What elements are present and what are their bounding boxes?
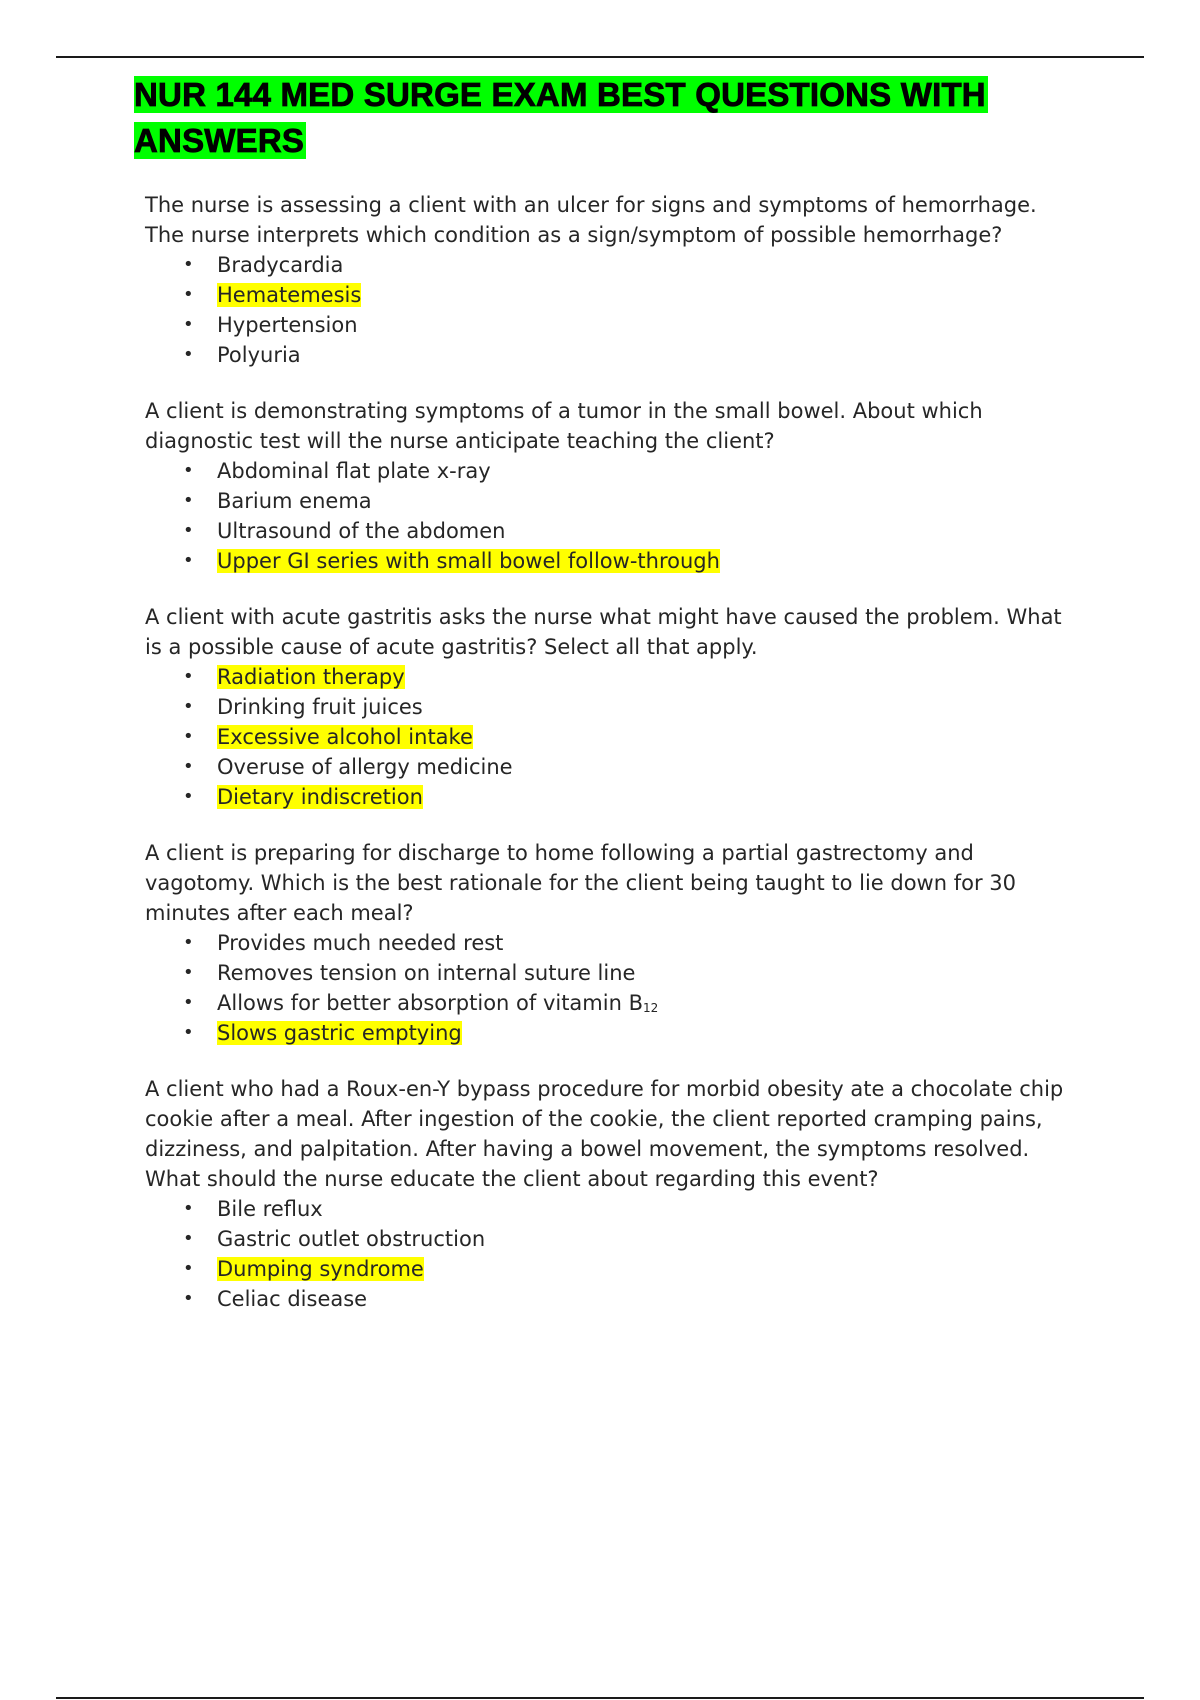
answer-option bbox=[145, 456, 1080, 486]
correct-answer-text bbox=[217, 1257, 424, 1281]
answer-option bbox=[145, 546, 1080, 576]
answer-label: Bradycardia bbox=[217, 253, 344, 277]
bullet-icon: • bbox=[183, 550, 194, 571]
answer-text bbox=[217, 991, 658, 1015]
bullet-icon: • bbox=[183, 1198, 194, 1219]
bullet-icon: • bbox=[183, 666, 194, 687]
question-block bbox=[145, 602, 1080, 812]
answer-option bbox=[145, 752, 1080, 782]
answer-options bbox=[145, 928, 1080, 1048]
answer-text bbox=[217, 343, 301, 367]
answer-option bbox=[145, 280, 1080, 310]
answer-option bbox=[145, 340, 1080, 370]
bullet-icon: • bbox=[183, 520, 194, 541]
question-block bbox=[145, 190, 1080, 370]
answer-option bbox=[145, 988, 1080, 1018]
answer-text bbox=[217, 1197, 323, 1221]
correct-answer-text bbox=[217, 725, 473, 749]
answer-text bbox=[217, 313, 358, 337]
answer-text bbox=[217, 755, 513, 779]
correct-answer-text bbox=[217, 1021, 462, 1045]
answer-option bbox=[145, 310, 1080, 340]
answer-option bbox=[145, 516, 1080, 546]
question-stem: A client who had a Roux-en-Y bypass procedure for morbid obesity ate a chocolate chip cookie after a meal. After ingestion of the cookie, the client reported cramping pains, dizziness, and palpitation. After having a bowel movement, the symptoms resolved. What should the nurse educate the client about regarding this event? bbox=[145, 1077, 1064, 1191]
answer-label: Barium enema bbox=[217, 489, 372, 513]
subscript: 12 bbox=[643, 1001, 659, 1015]
bullet-icon: • bbox=[183, 756, 194, 777]
question-stem: The nurse is assessing a client with an ulcer for signs and symptoms of hemorrhage. The nurse interprets which condition as a sign/symptom of possible hemorrhage? bbox=[145, 193, 1037, 247]
correct-answer-text bbox=[217, 283, 361, 307]
answer-option bbox=[145, 928, 1080, 958]
bullet-icon: • bbox=[183, 344, 194, 365]
answer-label: Provides much needed rest bbox=[217, 931, 504, 955]
answer-label: Excessive alcohol intake bbox=[217, 725, 473, 749]
bullet-icon: • bbox=[183, 726, 194, 747]
answer-options bbox=[145, 662, 1080, 812]
page-title bbox=[134, 72, 1074, 164]
answer-label: Drinking fruit juices bbox=[217, 695, 423, 719]
answer-text bbox=[217, 695, 423, 719]
question-block bbox=[145, 396, 1080, 576]
answer-label: Overuse of allergy medicine bbox=[217, 755, 513, 779]
question-stem: A client is preparing for discharge to home following a partial gastrectomy and vagotomy. Which is the best rationale for the client being taught to lie down for 30 minutes after each meal? bbox=[145, 841, 1016, 925]
answer-text bbox=[217, 1227, 485, 1251]
answer-label: Hypertension bbox=[217, 313, 358, 337]
question-stem: A client is demonstrating symptoms of a tumor in the small bowel. About which diagnostic test will the nurse anticipate teaching the client? bbox=[145, 399, 983, 453]
bullet-icon: • bbox=[183, 490, 194, 511]
answer-label: Allows for better absorption of vitamin B bbox=[217, 991, 643, 1015]
answer-options bbox=[145, 250, 1080, 370]
answer-label: Dumping syndrome bbox=[217, 1257, 424, 1281]
bullet-icon: • bbox=[183, 460, 194, 481]
answer-label: Removes tension on internal suture line bbox=[217, 961, 636, 985]
page-title-text: NUR 144 MED SURGE EXAM BEST QUESTIONS WITH ANSWERS bbox=[134, 76, 986, 159]
answer-option bbox=[145, 662, 1080, 692]
answer-option bbox=[145, 486, 1080, 516]
bullet-icon: • bbox=[183, 786, 194, 807]
answer-label: Slows gastric emptying bbox=[217, 1021, 462, 1045]
answer-option bbox=[145, 782, 1080, 812]
correct-answer-text bbox=[217, 549, 720, 573]
answer-option bbox=[145, 1018, 1080, 1048]
answer-label: Radiation therapy bbox=[217, 665, 405, 689]
answer-text bbox=[217, 253, 343, 277]
bullet-icon: • bbox=[183, 696, 194, 717]
answer-label: Gastric outlet obstruction bbox=[217, 1227, 486, 1251]
top-rule bbox=[56, 56, 1144, 58]
bullet-icon: • bbox=[183, 1258, 194, 1279]
bottom-rule bbox=[56, 1697, 1144, 1699]
answer-options bbox=[145, 456, 1080, 576]
bullet-icon: • bbox=[183, 992, 194, 1013]
answer-label: Upper GI series with small bowel follow-through bbox=[217, 549, 720, 573]
answer-text bbox=[217, 1287, 367, 1311]
answer-label: Polyuria bbox=[217, 343, 301, 367]
bullet-icon: • bbox=[183, 1228, 194, 1249]
bullet-icon: • bbox=[183, 284, 194, 305]
answer-text bbox=[217, 931, 503, 955]
answer-text bbox=[217, 519, 505, 543]
bullet-icon: • bbox=[183, 314, 194, 335]
answer-label: Celiac disease bbox=[217, 1287, 368, 1311]
question-block bbox=[145, 1074, 1080, 1314]
answer-text bbox=[217, 489, 372, 513]
answer-label: Abdominal flat plate x-ray bbox=[217, 459, 491, 483]
answer-label: Bile reflux bbox=[217, 1197, 323, 1221]
answer-label: Ultrasound of the abdomen bbox=[217, 519, 506, 543]
bullet-icon: • bbox=[183, 962, 194, 983]
question-block bbox=[145, 838, 1080, 1048]
answer-option bbox=[145, 722, 1080, 752]
answer-option bbox=[145, 1194, 1080, 1224]
answer-option bbox=[145, 958, 1080, 988]
answer-label: Hematemesis bbox=[217, 283, 362, 307]
bullet-icon: • bbox=[183, 1022, 194, 1043]
question-stem: A client with acute gastritis asks the nurse what might have caused the problem. What is a possible cause of acute gastritis? Select all that apply. bbox=[145, 605, 1062, 659]
answer-option bbox=[145, 250, 1080, 280]
answer-option bbox=[145, 1254, 1080, 1284]
bullet-icon: • bbox=[183, 1288, 194, 1309]
correct-answer-text bbox=[217, 785, 423, 809]
answer-option bbox=[145, 692, 1080, 722]
correct-answer-text bbox=[217, 665, 405, 689]
answer-option bbox=[145, 1224, 1080, 1254]
answer-text bbox=[217, 459, 491, 483]
answer-text bbox=[217, 961, 635, 985]
question-list bbox=[145, 190, 1080, 1340]
bullet-icon: • bbox=[183, 932, 194, 953]
answer-option bbox=[145, 1284, 1080, 1314]
answer-label: Dietary indiscretion bbox=[217, 785, 423, 809]
bullet-icon: • bbox=[183, 254, 194, 275]
answer-options bbox=[145, 1194, 1080, 1314]
